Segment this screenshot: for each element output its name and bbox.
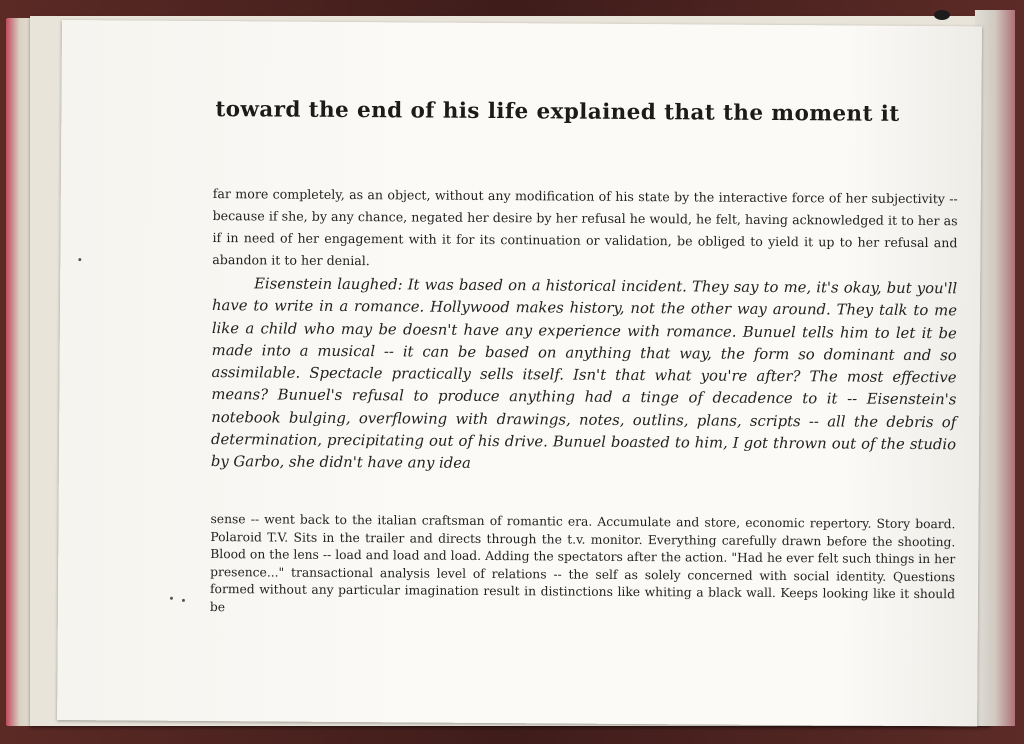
body-paragraph-italic: Eisenstein laughed: It was based on a historical incident. They say to me, it's okay, but you'll have to write in a romance. Hollywood makes history, not the other way around. They talk to me like a child who may be doesn't have any experience with romance. Bunuel tells him to let it be made into a musical -- it can be based on anything that way, the form so dominant and so assimilable. Spectacle practically sells itself. Isn't that what you're after? The most effective means? Bunuel's refusal to produce anything had a tinge of decadence to it -- Eisenstein's notebook bulging, overflowing with drawings, notes, outlins, plans, scripts -- all the debris of determination, precipitating out of his drive. Bunuel boasted to him, I got thrown out of the studio by Garbo, she didn't have any idea [210, 275, 958, 473]
paper-fleck [78, 258, 81, 261]
page-headline: toward the end of his life explained that the moment it [215, 97, 900, 127]
book-page [57, 20, 982, 726]
bookmark-mark [934, 10, 950, 20]
paper-fleck [170, 597, 173, 600]
paper-fleck [182, 599, 185, 602]
body-paragraph-roman: far more completely, as an object, without any modification of his state by the interactive force of her subjectivity -- because if she, by any chance, negated her desire by her refusal he would, he felt, having acknowledged it to her as if in need of her engagement with it for its continuation or validation, be obliged to yield it up to her refusal and abandon it to her denial. [212, 186, 958, 269]
body-paragraph-small: sense -- went back to the italian craftsman of romantic era. Accumulate and store, economic repertory. Story board. Polaroid T.V. Sits in the trailer and directs through the t.v. monitor. Everything carefully drawn before the shooting. Blood on the lens -- load and load and load. Adding the spectators after the action. "Had he ever felt such things in her presence..." transactional analysis level of relations -- the self as solely concerned with social identity. Questions formed without any particular imagination result in distinctions like whiting a black wall. Keeps looking like it should be [209, 512, 956, 614]
